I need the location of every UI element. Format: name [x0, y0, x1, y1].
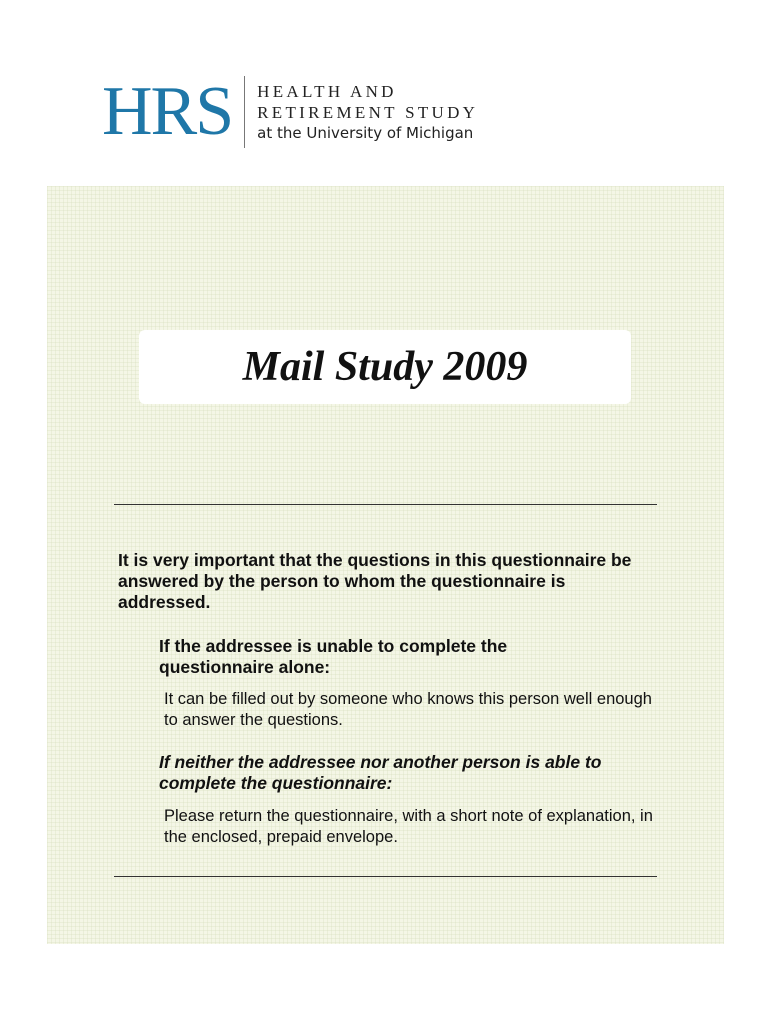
logo-line-university: at the University of Michigan — [257, 123, 474, 142]
title-box — [139, 330, 631, 404]
logo-line-health: HEALTH AND — [257, 81, 397, 101]
hrs-logo — [102, 73, 479, 150]
page-title: Mail Study 2009 — [242, 344, 528, 390]
logo-text — [257, 81, 478, 144]
section-neither-heading: If neither the addressee nor another person is able to complete the questionnaire: — [159, 752, 602, 793]
logo-mark: HRS — [102, 73, 233, 150]
section-neither-body: Please return the questionnaire, with a short note of explanation, in the enclosed, prepaid envelope. — [164, 807, 653, 846]
cover-panel — [47, 186, 724, 944]
section-unable-heading: If the addressee is unable to complete the questionnaire alone: — [159, 636, 508, 677]
bottom-divider — [114, 876, 657, 877]
logo-line-retirement: RETIREMENT STUDY — [257, 102, 479, 122]
logo-divider — [244, 76, 245, 148]
intro-paragraph: It is very important that the questions in this questionnaire be answered by the person to whom the questionnaire is addressed. — [118, 550, 632, 612]
top-divider — [114, 504, 657, 505]
section-unable-body: It can be filled out by someone who knows this person well enough to answer the questions. — [164, 690, 652, 729]
